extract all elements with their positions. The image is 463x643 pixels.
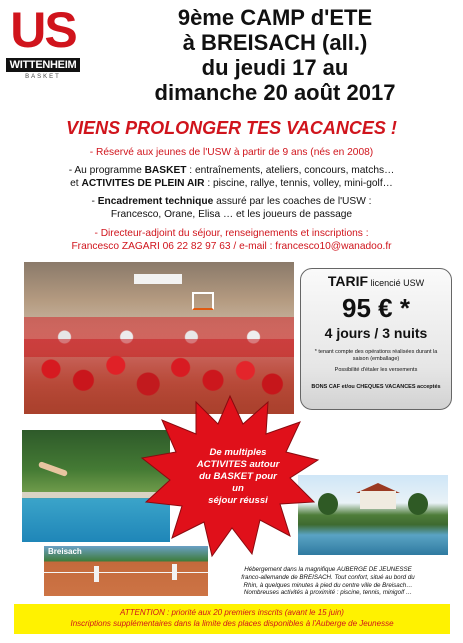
title-line-1: 9ème CAMP d'ETE bbox=[177, 5, 373, 30]
tarif-box bbox=[300, 268, 452, 410]
tarif-price: 95 € * bbox=[342, 293, 410, 323]
tarif-note-operations: * tenant compte des opérations réalisées durant la saison (emballage) bbox=[314, 349, 438, 362]
info-activites bbox=[0, 177, 463, 190]
hostel-line-1: Hébergement dans la magnifique AUBERGE DE JEUNESSE bbox=[244, 566, 412, 573]
tennis-sign: Breisach bbox=[48, 547, 82, 556]
info-reserve: - Réservé aux jeunes de l'USW à partir de 9 ans (nés en 2008) bbox=[89, 147, 374, 158]
tarif-label-suffix: licencié USW bbox=[368, 278, 425, 288]
title-line-4: dimanche 20 août 2017 bbox=[154, 80, 396, 105]
attention-extra: Inscriptions supplémentaires dans la limite des places disponibles à l'Auberge de Jeunesse bbox=[70, 619, 394, 628]
programme-rest: : entraînements, ateliers, concours, matchs… bbox=[186, 165, 395, 176]
hostel-building bbox=[360, 491, 396, 509]
tarif-duration: 4 jours / 3 nuits bbox=[324, 325, 428, 341]
title-line-3: du jeudi 17 au bbox=[201, 55, 349, 80]
burst-line-1: De multiples bbox=[209, 447, 267, 458]
info-directeur: - Directeur-adjoint du séjour, renseignements et inscriptions : bbox=[94, 228, 369, 239]
encadrement-prefix: - bbox=[91, 196, 98, 207]
tarif-note-payments: Possibilité d'étaler les versements bbox=[334, 367, 418, 373]
slogan: VIENS PROLONGER TES VACANCES ! bbox=[66, 118, 397, 138]
hostel-photo bbox=[298, 475, 448, 555]
diver-figure bbox=[38, 461, 68, 477]
hostel-description bbox=[212, 566, 444, 597]
tennis-player-2 bbox=[172, 564, 177, 580]
hostel-line-4: Nombreuses activités à proximité : piscine, tennis, minigolf … bbox=[243, 589, 413, 597]
logo-city: WITTENHEIM bbox=[6, 58, 80, 72]
programme-basket: BASKET bbox=[144, 165, 187, 176]
logo-subtitle: BASKET bbox=[25, 74, 61, 80]
activites-bold: ACTIVITES DE PLEIN AIR bbox=[81, 178, 205, 189]
activites-rest: : piscine, rallye, tennis, volley, mini-golf… bbox=[204, 178, 393, 189]
attention-priority: ATTENTION : priorité aux 20 premiers inscrits (avant le 15 juin) bbox=[120, 608, 344, 617]
hostel-line-2: franco-allemande de BREISACH. Tout confort, situé au bord du bbox=[241, 573, 415, 581]
hostel-line-3: Rhin, à quelques minutes à pied du centre ville de Breisach… bbox=[243, 581, 413, 589]
info-coaches: Francesco, Orane, Elisa … et les joueurs de passage bbox=[110, 209, 353, 220]
burst-line-2: ACTIVITES autour bbox=[196, 459, 280, 470]
tennis-photo bbox=[44, 546, 208, 596]
tennis-net bbox=[44, 572, 208, 573]
burst-line-3: du BASKET pour un bbox=[199, 471, 277, 494]
title-line-2: à BREISACH (all.) bbox=[182, 30, 368, 55]
tree-right bbox=[408, 493, 428, 515]
burst-line-4: séjour réussi bbox=[208, 495, 268, 506]
tennis-player-1 bbox=[94, 566, 99, 582]
activites-prefix: et bbox=[70, 178, 82, 189]
info-contact: Francesco ZAGARI 06 22 82 97 63 / e-mail : francesco10@wanadoo.fr bbox=[71, 241, 392, 252]
tarif-heading bbox=[301, 273, 451, 291]
tarif-note-vouchers: BONS CAF et/ou CHEQUES VACANCES acceptés bbox=[311, 384, 441, 390]
attention-banner bbox=[14, 604, 450, 634]
basket-hoop bbox=[192, 292, 214, 310]
programme-prefix: - Au programme bbox=[68, 165, 145, 176]
info-encadrement bbox=[0, 195, 463, 208]
tarif-label: TARIF bbox=[327, 273, 369, 289]
group-photo bbox=[24, 262, 294, 414]
logo-letters: US bbox=[10, 2, 76, 58]
encadrement-bold: Encadrement technique bbox=[97, 196, 214, 207]
info-programme bbox=[0, 164, 463, 177]
encadrement-rest: assuré par les coaches de l'USW : bbox=[213, 196, 372, 207]
tree-left bbox=[318, 493, 338, 515]
club-logo bbox=[6, 4, 80, 92]
starburst-text bbox=[192, 447, 284, 507]
gym-banner bbox=[134, 274, 182, 284]
